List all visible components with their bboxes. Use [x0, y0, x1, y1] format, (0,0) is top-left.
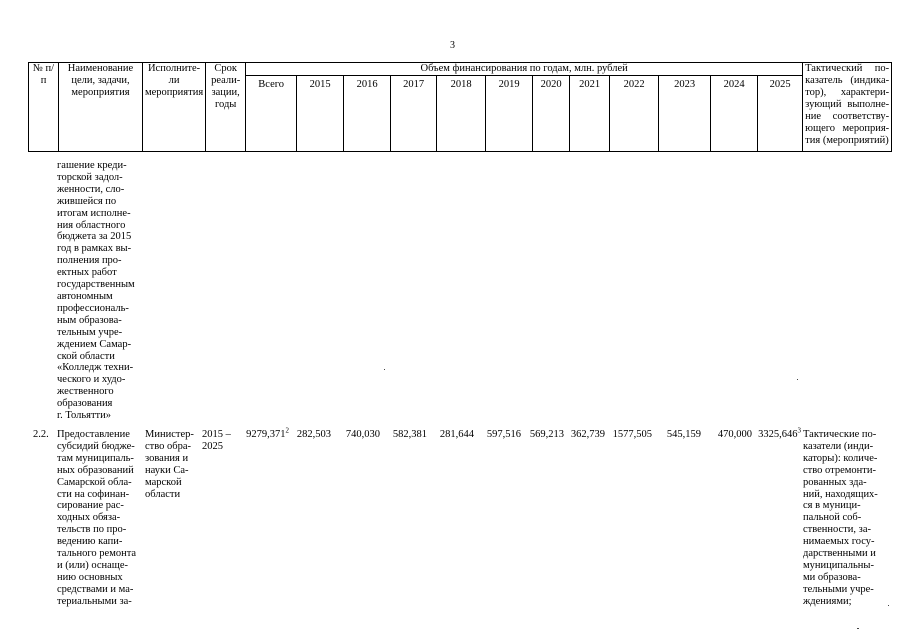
text-line: образования — [57, 398, 113, 410]
row-22-value-2020: 569,213 — [529, 429, 564, 440]
text-line: год в рамках вы- — [57, 243, 132, 255]
text-line: муниципальны- — [803, 559, 874, 571]
row-22-value-2025 — [758, 426, 801, 440]
row-22-name — [57, 429, 139, 608]
text-line: Министер- — [145, 429, 194, 440]
text-line: ческого и худо- — [57, 374, 126, 386]
header-year: 2021 — [570, 76, 610, 152]
text-line: нию основных — [57, 571, 123, 583]
row-22-value-2017: 582,381 — [392, 429, 427, 440]
text-line: зования и — [145, 452, 189, 464]
header-col-executor: Исполните-ли мероприятия — [143, 63, 206, 152]
text-line: автономным — [57, 290, 113, 302]
text-line: жившейся по — [57, 195, 117, 207]
header-year: 2018 — [437, 76, 486, 152]
text-line: Самарской обла- — [57, 476, 132, 488]
text-line: ждениями; — [803, 595, 852, 607]
scan-speck — [857, 628, 859, 629]
text-line: ся в муници- — [803, 500, 861, 512]
text-line: ждением Самар- — [57, 338, 132, 350]
header-year: 2020 — [533, 76, 570, 152]
header-table — [28, 62, 892, 152]
text-line: г. Тольятти» — [57, 410, 112, 422]
row-22-value-2022: 1577,505 — [612, 429, 652, 440]
text-line: бюджета за 2015 — [57, 231, 132, 243]
header-year: 2025 — [758, 76, 803, 152]
header-col-term: Срок реали-зации, годы — [206, 63, 246, 152]
text-line: териальными за- — [57, 595, 132, 607]
text-line: тального ремонта — [57, 548, 137, 560]
scan-speck — [888, 605, 889, 606]
text-line: ния областного — [57, 219, 126, 231]
header-year: 2023 — [659, 76, 711, 152]
prev-row-name — [57, 160, 139, 422]
text-line: ходных обяза- — [57, 512, 121, 524]
text-line: сирование рас- — [57, 500, 124, 512]
text-line: каторы): количе- — [803, 452, 878, 464]
text-line: там муниципаль- — [57, 452, 134, 464]
row-22-value-2016: 740,030 — [345, 429, 380, 440]
header-year: 2024 — [711, 76, 758, 152]
text-line: ведению капи- — [57, 536, 123, 548]
page-number: 3 — [450, 40, 455, 51]
row-number: 2.2. — [33, 429, 49, 440]
footnote-mark: 3 — [797, 426, 801, 435]
row-22-value-2018: 281,644 — [439, 429, 474, 440]
row-22-executor — [145, 429, 201, 500]
row-22-indicator — [803, 429, 885, 608]
text-line: 2015 – — [202, 429, 231, 440]
text-line: и (или) оснаще- — [57, 559, 129, 571]
total-value: 9279,371 — [246, 429, 286, 440]
text-line: ным образова- — [57, 314, 122, 326]
row-22-value-2024: 470,000 — [717, 429, 752, 440]
text-line: «Колледж техни- — [57, 362, 134, 374]
scan-speck — [384, 369, 385, 370]
text-line: ственности, за- — [803, 524, 871, 536]
text-line: науки Са- — [145, 464, 189, 476]
header-funding: Объем финансирования по годам, млн. рублей — [246, 63, 803, 76]
text-line: Тактические по- — [803, 429, 877, 440]
text-line: марской — [145, 476, 182, 488]
text-line: гашение креди- — [57, 160, 127, 171]
header-col-total: Всего — [246, 76, 297, 152]
text-line: нимаемых госу- — [803, 536, 875, 548]
header-year: 2019 — [486, 76, 533, 152]
scan-speck — [797, 379, 798, 380]
header-year: 2022 — [610, 76, 659, 152]
text-line: ми образова- — [803, 571, 861, 583]
text-line: ний, находящих- — [803, 488, 878, 500]
text-line: дарственными и — [803, 548, 876, 560]
text-line: торской задол- — [57, 171, 123, 183]
text-line: ных образований — [57, 464, 134, 476]
text-line: итогам исполне- — [57, 207, 131, 219]
text-line: сти на софинан- — [57, 488, 130, 500]
text-line: полнения про- — [57, 255, 122, 267]
text-line: женности, сло- — [57, 183, 125, 195]
row-22-term — [202, 429, 242, 453]
header-col-name: Наименование цели, задачи, мероприятия — [59, 63, 143, 152]
text-line: ской области — [57, 350, 115, 362]
text-line: 2025 — [202, 440, 223, 452]
text-line: казатели (инди- — [803, 440, 874, 452]
text-line: тельным учре- — [57, 326, 123, 338]
text-line: тельными учре- — [803, 583, 874, 595]
row-22-value-2021: 362,739 — [570, 429, 605, 440]
text-line: области — [145, 488, 181, 500]
header-year: 2016 — [344, 76, 391, 152]
row-22-total — [246, 426, 289, 440]
header-col-number: № п/п — [29, 63, 59, 152]
text-line: пальной соб- — [803, 512, 862, 524]
text-line: государственным — [57, 279, 135, 291]
text-line: профессиональ- — [57, 302, 129, 314]
row-22-value-2015: 282,503 — [296, 429, 331, 440]
header-year: 2017 — [391, 76, 437, 152]
footnote-mark: 2 — [285, 426, 289, 435]
text-line: тельств по про- — [57, 524, 127, 536]
row-22-value-2019: 597,516 — [486, 429, 521, 440]
text-line: средствами и ма- — [57, 583, 134, 595]
text-line: ство отремонти- — [803, 464, 876, 476]
value-2025: 3325,646 — [758, 429, 798, 440]
text-line: Предоставление — [57, 429, 130, 440]
text-line: жественного — [57, 386, 114, 398]
text-line: ство обра- — [145, 440, 192, 452]
header-year: 2015 — [297, 76, 344, 152]
text-line: ектных работ — [57, 267, 117, 279]
text-line: рованных зда- — [803, 476, 867, 488]
header-col-indicator: Тактический по-казатель (индика-тор), характери-зующий выполне-ние соответству-ющего мероприя-тия (мероприятий) — [803, 63, 892, 152]
row-22-value-2023: 545,159 — [666, 429, 701, 440]
text-line: субсидий бюдже- — [57, 440, 135, 452]
